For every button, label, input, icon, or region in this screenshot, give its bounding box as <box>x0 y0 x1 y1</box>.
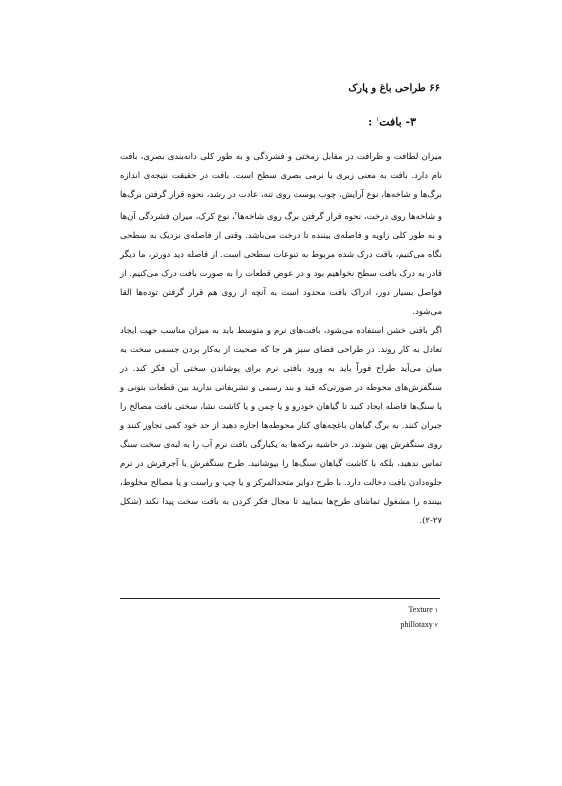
footnote-1-text: Texture <box>408 605 433 614</box>
footnotes <box>238 603 438 633</box>
footnote-1 <box>238 603 438 618</box>
section-colon: : <box>368 115 376 129</box>
footnote-divider <box>120 598 440 599</box>
footnote-2-text: phillotaxy <box>400 620 433 629</box>
footnote-2-number: ۲ <box>434 623 438 629</box>
footnote-2 <box>238 618 438 633</box>
footnote-1-number: ۱ <box>434 608 438 614</box>
section-title: ۳- بافت <box>379 115 416 129</box>
paragraph-2: اگر بافتی خشن استفاده می‌شود، بافت‌های نرم و متوسط باید به میزان مناسب جهت ایجاد تعادل به کار روند. در طراحی فضای سبز هر جا که صحبت از به‌کار بردن جسمی سخت به میان می‌آید طراح فوراً باید به ورود بافتی نرم برای پوشاندن سختی آن فکر کند. در سنگفرش‌های محوطه در صورتی‌که قید و بند رسمی و تشریفاتی ندارید بین قطعات بتونی و یا سنگ‌ها فاصله ایجاد کنید تا گیاهان خودرو و یا چمن و یا کاشت نشا، سختی بافت مصالح را جبران کنند. به برگ گیاهان باغچه‌های کنار محوطه‌ها اجازه دهید از حد خود کمی تجاوز کنند و روی سنگفرش پهن شوند. در حاشیه برکه‌ها به یکبارگی بافت نرم آب را به لبه‌ی سخت سنگ تماس ندهید، بلکه با کاشت گیاهان سنگ‌ها را بپوشانید. طرح سنگفرش یا آجرفرش در نرم جلوه‌دادن بافت دخالت دارد. با طرح دوایر متحدالمرکز و یا چپ و راست و یا مصالح مخلوط، بیننده را مشغول تماشای طرح‌ها بنمایید تا مجال فکر کردن به بافت سخت پیدا نکند (شکل ۲۷-۲). <box>120 325 442 526</box>
paragraph-1 <box>120 148 442 322</box>
running-head: ۶۶ طراحی باغ و پارک <box>348 83 440 94</box>
paragraph-1-part-a: میزان لطافت و ظرافت در مقابل زمختی و فشردگی و به طور کلی دانه‌بندی بصری، بافت نام دارد. بافت به معنی زبری یا نرمی بصری سطح است. بافت در حقیقت نتیجه‌ی اندازه برگ‌ها و شاخه‌ها، نوع آرایش، چوب پوست روی تنه، عادت در رشد، نحوه قرار گرفتن برگ‌ها و شاخه‌ها روی درخت، نحوه قرار گرفتن برگ روی شاخه‌ها <box>120 152 442 222</box>
section-heading <box>116 112 416 131</box>
footnote-ref-1: ۱ <box>375 116 380 123</box>
body-text <box>120 148 442 531</box>
footnote-ref-2: ۲ <box>234 211 238 217</box>
paragraph-1-part-b: ، نوع کرک، میزان فشردگی آن‌ها و به طور کلی زاویه و فاصله‌ی بیننده تا درخت می‌باشد. وقتی از فاصله‌ی نزدیک به سطحی نگاه می‌کنیم، بافت درک شده مربوط به تنوعات سطحی است. از فاصله دید دورتر، ما دیگر قادر به درک بافت سطح نخواهیم بود و در عوض قطعات را به صورت بافت درک می‌کنیم. از فواصل بسیار دور، ادراک بافت محدود است به آنچه از روی هم قرار گرفتن توده‌ها القا می‌شود. <box>120 211 442 317</box>
